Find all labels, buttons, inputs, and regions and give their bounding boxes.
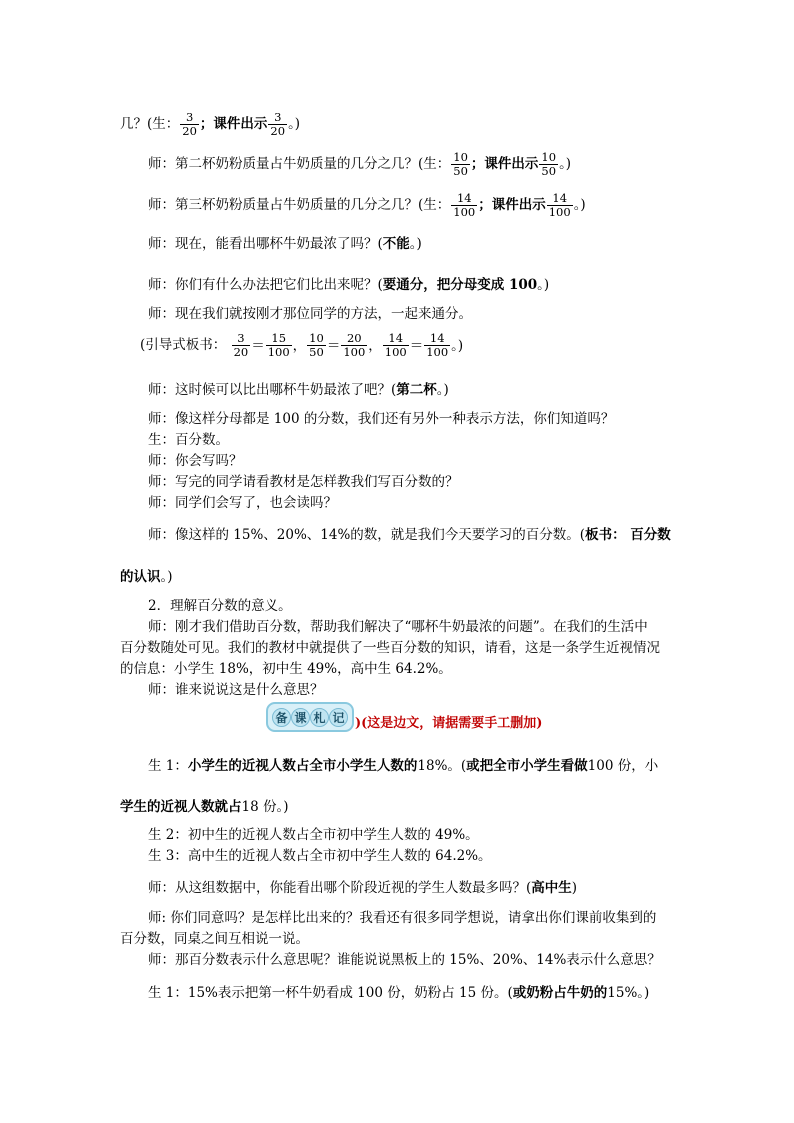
fraction [424, 332, 450, 359]
text-line [120, 799, 289, 815]
text-line: 师：写完的同学请看教材是怎样教我们写百分数的？ [148, 474, 459, 490]
numerator: 10 [453, 150, 468, 164]
text-line [148, 880, 577, 896]
text-line: 师：那百分数表示什么意思呢？谁能说说黑板上的 15%、20%、14%表示什么意思？ [148, 952, 661, 968]
text-line [120, 569, 173, 585]
numerator: 20 [341, 332, 367, 346]
separator: ， [368, 337, 382, 354]
numerator: 14 [383, 332, 409, 346]
text-line: 百分数，同桌之间互相说一说。 [120, 931, 309, 947]
text-segment: 师：第二杯奶粉质量占牛奶质量的几分之几？(生： [148, 156, 451, 172]
numerator: 14 [547, 192, 573, 206]
fraction [266, 332, 292, 359]
text-segment: 。) [559, 156, 572, 172]
lesson-notes-badge [266, 702, 354, 732]
text-segment: 几？(生： [120, 116, 180, 132]
text-line [148, 382, 449, 398]
text-segment: 师：现在，能看出哪杯牛奶最浓了吗？( [148, 236, 383, 252]
denominator: 50 [309, 345, 324, 359]
text-segment: 15%。) [607, 985, 650, 1001]
numerator: 3 [268, 111, 287, 125]
numerator: 10 [541, 150, 557, 164]
badge-char: 备 [272, 708, 291, 727]
text-segment: (引导式板书： [140, 337, 227, 353]
fraction [451, 151, 470, 178]
denominator: 100 [548, 205, 571, 219]
text-segment: 不能 [382, 236, 410, 252]
denominator: 50 [541, 164, 557, 178]
text-segment: 18%。( [417, 758, 467, 774]
denominator: 100 [343, 345, 366, 359]
text-line: 百分数随处可见。我们的教材中就提供了一些百分数的知识，请看，这是一条学生近视情况 [120, 640, 660, 656]
text-line [148, 151, 571, 178]
denominator: 20 [182, 124, 197, 138]
text-line [148, 192, 586, 219]
denominator: 100 [267, 345, 290, 359]
fraction [341, 332, 367, 359]
text-line [120, 111, 300, 138]
badge-char: 札 [310, 708, 329, 727]
numerator: 14 [424, 332, 450, 346]
text-segment: ；课件出示 [478, 197, 546, 213]
text-segment: 生 1：15%表示把第一杯牛奶看成 100 份，奶粉占 15 份。( [148, 985, 513, 1001]
denominator: 20 [233, 345, 249, 359]
text-segment: 18 份。) [241, 799, 289, 815]
text-segment: ；课件出示 [199, 116, 268, 132]
denominator: 20 [270, 124, 286, 138]
margin-note: )(这是边文，请据需要手工删加) [355, 716, 543, 731]
text-segment: 。) [288, 116, 301, 132]
numerator: 10 [309, 331, 324, 345]
denominator: 100 [384, 345, 407, 359]
text-segment: 师：像这样的 15%、20%、14%的数，就是我们今天要学习的百分数。( [148, 527, 586, 543]
text-segment: 。) [573, 197, 586, 213]
text-segment: ) [571, 880, 578, 896]
text-segment: 师：这时候可以比出哪杯牛奶最浓了吧？( [148, 382, 397, 398]
badge-char: 课 [291, 708, 310, 727]
fraction [232, 332, 251, 359]
text-line [148, 236, 422, 252]
equals-sign: ＝ [326, 337, 341, 354]
text-line [148, 758, 658, 774]
text-line [140, 332, 463, 359]
text-line: 师：你会写吗？ [148, 453, 243, 469]
text-segment: 要通分，把分母变成 100 [382, 277, 538, 293]
text-line [148, 277, 549, 293]
text-line: 生 2：初中生的近视人数占全市初中学生人数的 49%。 [148, 827, 479, 843]
text-segment: 。) [160, 569, 173, 585]
text-line: 生：百分数。 [148, 432, 229, 448]
text-line: 2．理解百分数的意义。 [148, 598, 292, 614]
fraction [383, 332, 409, 359]
text-segment: 。) [537, 277, 550, 293]
separator: ， [292, 337, 307, 354]
fraction [268, 111, 287, 138]
numerator: 3 [232, 332, 251, 346]
equals-sign: ＝ [251, 337, 265, 354]
numerator: 14 [451, 192, 477, 206]
text-segment: 师：你们有什么办法把它们比出来呢？( [148, 277, 383, 293]
text-segment: 。) [436, 382, 449, 398]
text-segment: 师：从这组数据中，你能看出哪个阶段近视的学生人数最多吗？( [148, 880, 532, 896]
numerator: 3 [180, 111, 199, 125]
text-line: 的信息：小学生 18%，初中生 49%，高中生 64.2%。 [120, 661, 452, 677]
text-segment: 小学生的近视人数占全市小学生人数的 [187, 758, 418, 774]
text-segment: 第二杯 [396, 382, 437, 398]
text-line: 生 3：高中生的近视人数占全市初中学生人数的 64.2%。 [148, 848, 492, 864]
text-segment: 100 份，小 [587, 758, 659, 774]
text-line: 师：刚才我们借助百分数，帮助我们解决了“哪杯牛奶最浓的问题”。在我们的生活中 [148, 619, 648, 635]
fraction [539, 151, 558, 178]
fraction [180, 111, 199, 138]
text-segment: ；课件出示 [470, 156, 539, 172]
fraction [307, 332, 326, 359]
text-line: 师: 你们同意吗？是怎样比出来的？我看还有很多同学想说，请拿出你们课前收集到的 [148, 910, 657, 926]
text-segment: 或把全市小学生看做 [466, 758, 588, 774]
text-line [148, 527, 671, 543]
text-segment: 高中生 [531, 880, 572, 896]
numerator: 15 [266, 332, 292, 346]
text-segment: 生 1： [148, 758, 188, 774]
text-segment: 。) [409, 236, 422, 252]
text-line [148, 985, 649, 1001]
text-segment: 或奶粉占牛奶的 [512, 985, 608, 1001]
text-segment: 的认识 [120, 569, 161, 585]
fraction [451, 192, 477, 219]
text-line: 师：同学们会写了，也会读吗？ [148, 495, 337, 511]
text-segment: 师：第三杯奶粉质量占牛奶质量的几分之几？(生： [148, 197, 451, 213]
denominator: 100 [453, 205, 476, 219]
fraction [547, 192, 573, 219]
denominator: 100 [426, 345, 449, 359]
equals-sign: ＝ [409, 337, 424, 354]
denominator: 50 [453, 164, 468, 178]
text-line: 师：谁来说说这是什么意思？ [148, 682, 324, 698]
badge-char: 记 [329, 708, 348, 727]
text-line: 师：现在我们就按刚才那位同学的方法，一起来通分。 [148, 306, 472, 322]
text-line: 师：像这样分母都是 100 的分数，我们还有另外一种表示方法，你们知道吗？ [148, 411, 615, 427]
text-segment: 学生的近视人数就占 [120, 799, 242, 815]
text-segment: 板书： 百分数 [585, 527, 671, 543]
text-segment: 。) [451, 337, 464, 354]
